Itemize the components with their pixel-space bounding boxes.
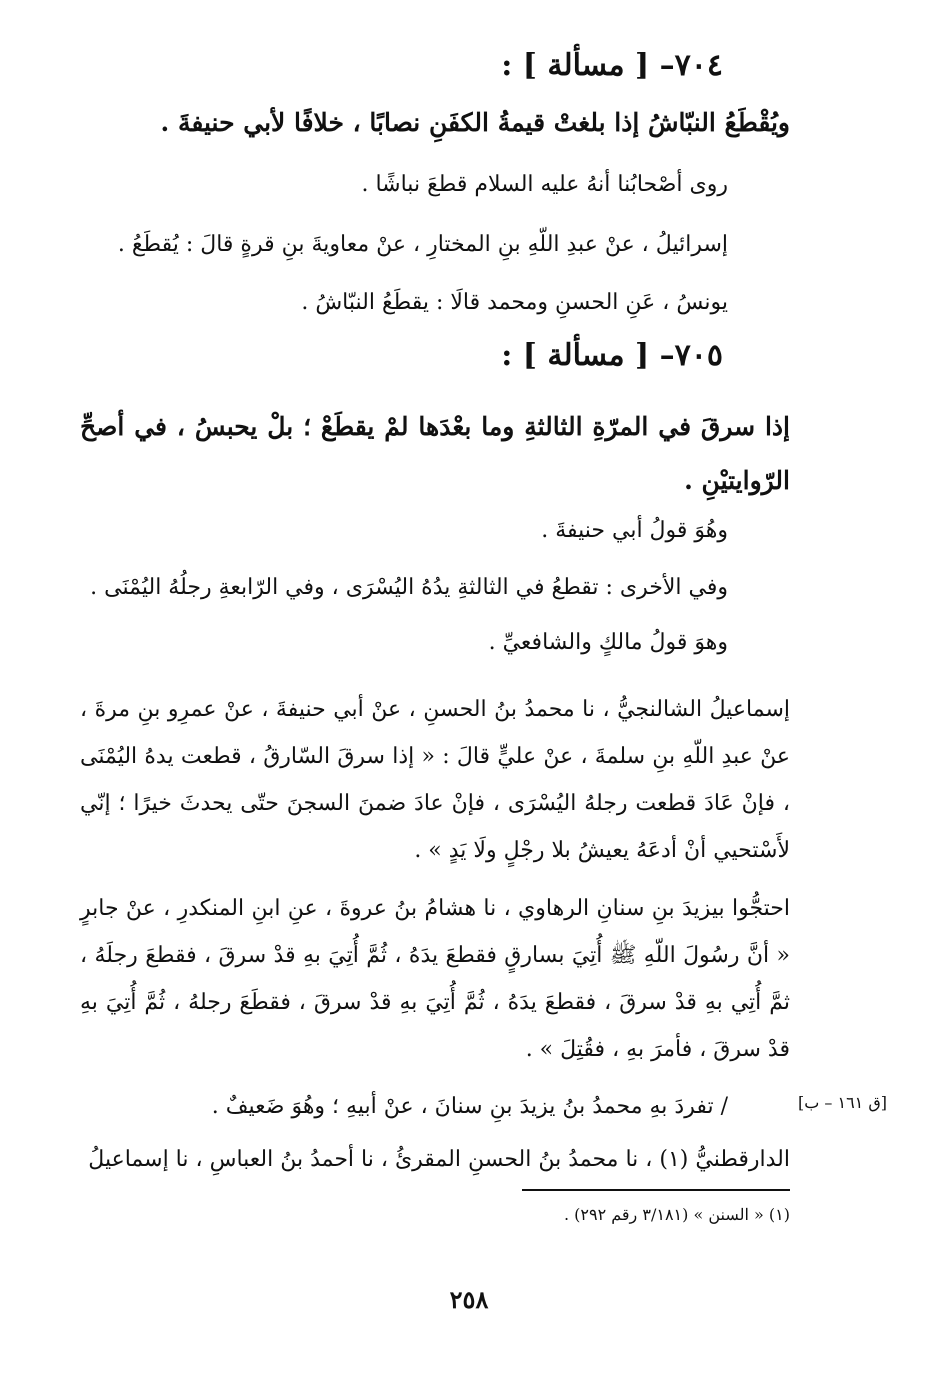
ruling-704: ويُقْطَعُ النبّاشُ إذا بلغتْ قيمةُ الكفَنِ نصابًا ، خلافًا لأبي حنيفةَ . xyxy=(160,108,790,137)
text-line: وهوَ قولُ مالكٍ والشافعيِّ . xyxy=(488,630,728,655)
text-line: وهُوَ قولُ أبي حنيفةَ . xyxy=(541,518,728,543)
narration-paragraph: احتجُّوا بيزيدَ بنِ سنانِ الرهاوي ، نا هشامُ بنُ عروةَ ، عنِ ابنِ المنكدرِ ، عنْ جابرٍ « أنَّ رسُولَ اللّهِ ﷺ أُتِيَ بسارقٍ فقطعَ يدَهُ ، ثُمَّ أُتِيَ بهِ قدْ سرقَ ، فقطعَ رجلَهُ ، ثمَّ أُتِي بهِ قدْ سرقَ ، فقطعَ يدَهُ ، ثُمَّ أُتِيَ بهِ قدْ سرقَ ، فقطَعَ رجلهُ ، ثُمَّ أُتِيَ بهِ قدْ سرقَ ، فأمرَ بهِ ، فقُتِلَ » . xyxy=(80,896,790,1062)
narration-paragraph: إسماعيلُ الشالنجيُّ ، نا محمدُ بنُ الحسنِ ، عنْ أبي حنيفةَ ، عنْ عمرِو بنِ مرةَ ، عنْ عبدِ اللّهِ بنِ سلمةَ ، عنْ عليٍّ قالَ : « إذا سرقَ السّارقُ ، قطعت يدهُ اليُمْنَى ، فإنْ عَادَ قطعت رجلهُ اليُسْرَى ، فإنْ عادَ ضمنَ السجنَ حتّى يحدثَ خيرًا ؛ إنّي لأَسْتحيي أنْ أدعَهُ يعيشُ بلا رجْلٍ ولَا يَدٍ » . xyxy=(80,697,790,863)
footnote: (١) « السنن » (٣/١٨١ رقم ٢٩٢) . xyxy=(563,1205,790,1224)
text-line: يونسُ ، عَنِ الحسنِ ومحمد قالَا : يقطَعُ النبّاشُ . xyxy=(301,290,728,315)
footnote-divider xyxy=(522,1189,790,1191)
text-line: روى أصْحابُنا أنهُ عليه السلام قطعَ نباشًا . xyxy=(361,172,728,197)
text-line: وفي الأخرى : تقطعُ في الثالثةِ يدُهُ اليُسْرَى ، وفي الرّابعةِ رجلُهُ اليُمْنَى . xyxy=(90,575,728,600)
page-number: ٢٥٨ xyxy=(449,1285,489,1314)
manuscript-margin-note: [ق ١٦١ – ب] xyxy=(798,1093,888,1112)
section-heading-704: ٧٠٤– [ مسألة ] : xyxy=(501,48,723,83)
section-heading-705: ٧٠٥– [ مسألة ] : xyxy=(501,338,723,373)
ruling-705: إذا سرقَ في المرّةِ الثالثةِ وما بعْدَها لمْ يقطَعْ ؛ بلْ يحبسُ ، في أصحِّ الرّوايتيْنِ . xyxy=(80,412,790,495)
text-line: إسرائيلُ ، عنْ عبدِ اللّهِ بنِ المختارِ ، عنْ معاويةَ بنِ قرةٍ قالَ : يُقطَعُ . xyxy=(117,232,728,257)
text-line: / تفردَ بهِ محمدُ بنُ يزيدَ بنِ سنانَ ، عنْ أبيهِ ؛ وهُوَ ضَعيفٌ . xyxy=(211,1094,728,1119)
text-line: الدارقطنيُّ (١) ، نا محمدُ بنُ الحسنِ المقرئُ ، نا أحمدُ بنُ العباسِ ، نا إسماعيلُ xyxy=(88,1147,790,1172)
